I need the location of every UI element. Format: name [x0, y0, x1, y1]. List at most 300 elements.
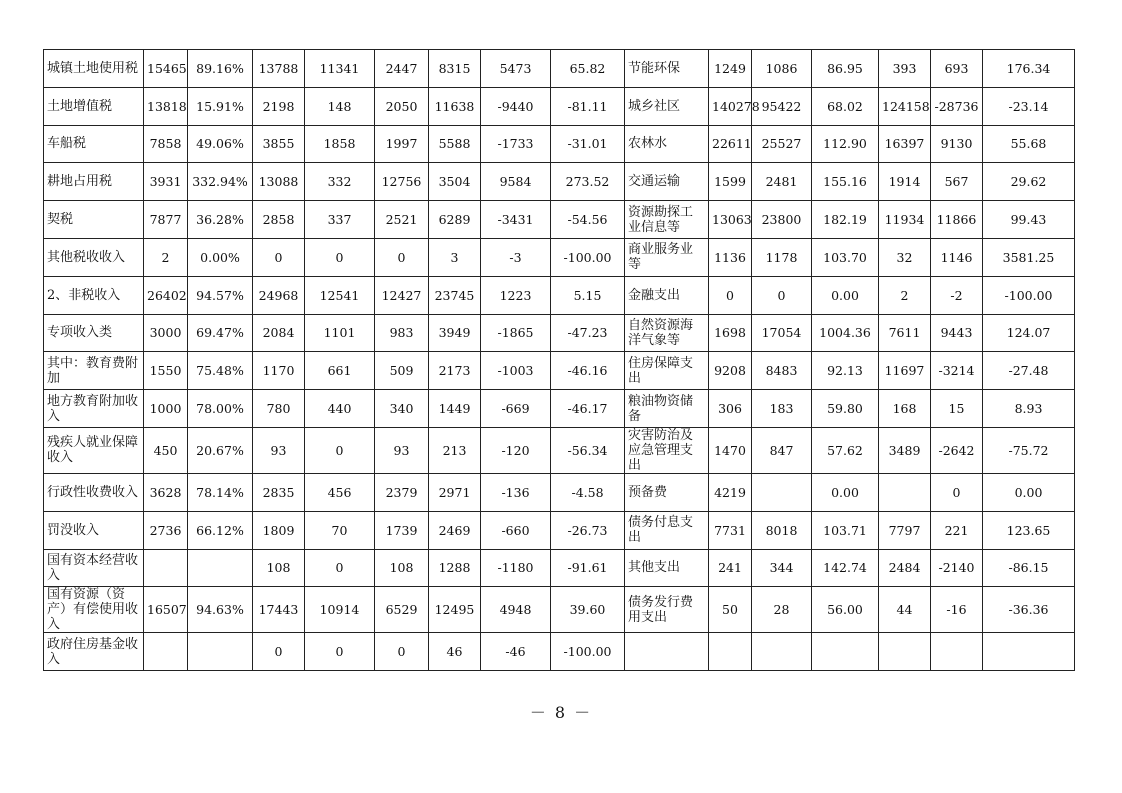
page-number: － 8 －: [529, 703, 593, 722]
revenue-value-cell: 661: [305, 352, 375, 390]
expenditure-value-cell: 1086: [752, 50, 812, 88]
expenditure-value-cell: -2642: [931, 427, 983, 473]
expenditure-value-cell: 8018: [752, 511, 812, 549]
label-text: 其他税收收入: [47, 249, 126, 265]
revenue-value-cell: -81.11: [551, 87, 625, 125]
expenditure-value-cell: -86.15: [983, 549, 1075, 587]
expenditure-item-label: [625, 201, 709, 239]
revenue-item-label: [44, 473, 144, 511]
revenue-value-cell: 3949: [429, 314, 481, 352]
label-text: 残疾人就业保障收入: [47, 435, 139, 466]
revenue-value-cell: 2469: [429, 511, 481, 549]
expenditure-value-cell: [812, 633, 879, 671]
expenditure-value-cell: 168: [879, 390, 931, 428]
table-row: [44, 473, 1075, 511]
expenditure-value-cell: 15: [931, 390, 983, 428]
revenue-value-cell: 1000: [144, 390, 188, 428]
revenue-value-cell: 0: [253, 238, 305, 276]
table-row: [44, 50, 1075, 88]
revenue-value-cell: 5588: [429, 125, 481, 163]
revenue-value-cell: -46: [481, 633, 551, 671]
revenue-value-cell: 2050: [375, 87, 429, 125]
revenue-value-cell: 0: [305, 549, 375, 587]
label-text: 商业服务业等: [628, 242, 694, 273]
label-text: 其他支出: [628, 560, 681, 576]
expenditure-value-cell: 0.00: [983, 473, 1075, 511]
revenue-value-cell: 13788: [253, 50, 305, 88]
expenditure-value-cell: 23800: [752, 201, 812, 239]
expenditure-value-cell: 3581.25: [983, 238, 1075, 276]
expenditure-value-cell: -100.00: [983, 276, 1075, 314]
revenue-value-cell: [144, 633, 188, 671]
revenue-item-label: [44, 125, 144, 163]
expenditure-value-cell: 183: [752, 390, 812, 428]
revenue-value-cell: 69.47%: [188, 314, 253, 352]
revenue-value-cell: 340: [375, 390, 429, 428]
revenue-value-cell: 2971: [429, 473, 481, 511]
revenue-value-cell: [188, 633, 253, 671]
revenue-value-cell: 332: [305, 163, 375, 201]
revenue-item-label: [44, 549, 144, 587]
revenue-value-cell: 1550: [144, 352, 188, 390]
revenue-value-cell: 1809: [253, 511, 305, 549]
label-text: 其中：教育费附加: [47, 355, 139, 386]
expenditure-value-cell: 142.74: [812, 549, 879, 587]
revenue-value-cell: -31.01: [551, 125, 625, 163]
revenue-value-cell: 93: [253, 427, 305, 473]
revenue-value-cell: 26402: [144, 276, 188, 314]
revenue-value-cell: 2736: [144, 511, 188, 549]
revenue-value-cell: 2447: [375, 50, 429, 88]
revenue-value-cell: 3: [429, 238, 481, 276]
revenue-value-cell: 0: [305, 238, 375, 276]
expenditure-value-cell: 86.95: [812, 50, 879, 88]
expenditure-value-cell: 16397: [879, 125, 931, 163]
table-row: [44, 587, 1075, 633]
label-text: 耕地占用税: [47, 174, 113, 190]
expenditure-value-cell: 9443: [931, 314, 983, 352]
expenditure-item-label: [625, 314, 709, 352]
expenditure-value-cell: 112.90: [812, 125, 879, 163]
expenditure-item-label: [625, 511, 709, 549]
revenue-value-cell: 7877: [144, 201, 188, 239]
expenditure-item-label: [625, 549, 709, 587]
revenue-value-cell: 94.57%: [188, 276, 253, 314]
expenditure-value-cell: [931, 633, 983, 671]
revenue-value-cell: 509: [375, 352, 429, 390]
revenue-value-cell: 213: [429, 427, 481, 473]
revenue-value-cell: 2084: [253, 314, 305, 352]
expenditure-value-cell: -3214: [931, 352, 983, 390]
revenue-value-cell: -9440: [481, 87, 551, 125]
revenue-value-cell: 5.15: [551, 276, 625, 314]
expenditure-value-cell: [879, 473, 931, 511]
revenue-value-cell: -1865: [481, 314, 551, 352]
label-text: 债务发行费用支出: [628, 594, 694, 625]
revenue-value-cell: 108: [253, 549, 305, 587]
label-text: 国有资源（资产）有偿使用收入: [47, 587, 139, 633]
revenue-value-cell: -47.23: [551, 314, 625, 352]
expenditure-value-cell: 393: [879, 50, 931, 88]
revenue-value-cell: -100.00: [551, 238, 625, 276]
expenditure-value-cell: -23.14: [983, 87, 1075, 125]
revenue-value-cell: 0: [375, 633, 429, 671]
revenue-value-cell: 3855: [253, 125, 305, 163]
revenue-value-cell: 78.00%: [188, 390, 253, 428]
revenue-value-cell: 3504: [429, 163, 481, 201]
expenditure-value-cell: 2: [879, 276, 931, 314]
revenue-value-cell: -91.61: [551, 549, 625, 587]
expenditure-value-cell: 11866: [931, 201, 983, 239]
expenditure-value-cell: 344: [752, 549, 812, 587]
expenditure-value-cell: 95422: [752, 87, 812, 125]
expenditure-value-cell: 124158: [879, 87, 931, 125]
expenditure-value-cell: 9208: [709, 352, 752, 390]
expenditure-value-cell: 11697: [879, 352, 931, 390]
expenditure-value-cell: 56.00: [812, 587, 879, 633]
expenditure-value-cell: 28: [752, 587, 812, 633]
revenue-value-cell: 3628: [144, 473, 188, 511]
expenditure-value-cell: 7731: [709, 511, 752, 549]
label-text: 行政性收费收入: [47, 484, 139, 500]
label-text: 政府住房基金收入: [47, 636, 139, 667]
table-row: [44, 125, 1075, 163]
expenditure-item-label: [625, 427, 709, 473]
expenditure-item-label: [625, 390, 709, 428]
expenditure-value-cell: 103.71: [812, 511, 879, 549]
expenditure-value-cell: 1004.36: [812, 314, 879, 352]
revenue-value-cell: 3000: [144, 314, 188, 352]
revenue-value-cell: 39.60: [551, 587, 625, 633]
revenue-value-cell: 983: [375, 314, 429, 352]
expenditure-value-cell: 1178: [752, 238, 812, 276]
revenue-value-cell: 16507: [144, 587, 188, 633]
expenditure-item-label: [625, 587, 709, 633]
expenditure-value-cell: 44: [879, 587, 931, 633]
expenditure-value-cell: 567: [931, 163, 983, 201]
table-row: [44, 314, 1075, 352]
label-text: 契税: [47, 212, 74, 228]
revenue-value-cell: -100.00: [551, 633, 625, 671]
expenditure-value-cell: 17054: [752, 314, 812, 352]
revenue-value-cell: -1733: [481, 125, 551, 163]
revenue-value-cell: 11638: [429, 87, 481, 125]
revenue-item-label: [44, 50, 144, 88]
label-text: 土地增值税: [47, 98, 113, 114]
revenue-value-cell: 0: [305, 633, 375, 671]
expenditure-item-label: [625, 633, 709, 671]
label-text: 金融支出: [628, 287, 681, 303]
revenue-value-cell: 94.63%: [188, 587, 253, 633]
revenue-item-label: [44, 633, 144, 671]
expenditure-item-label: [625, 163, 709, 201]
expenditure-value-cell: 241: [709, 549, 752, 587]
label-text: 自然资源海洋气象等: [628, 317, 694, 348]
expenditure-item-label: [625, 50, 709, 88]
expenditure-value-cell: 92.13: [812, 352, 879, 390]
revenue-value-cell: 3931: [144, 163, 188, 201]
expenditure-value-cell: -27.48: [983, 352, 1075, 390]
expenditure-item-label: [625, 238, 709, 276]
label-text: 交通运输: [628, 174, 681, 190]
expenditure-value-cell: 847: [752, 427, 812, 473]
table-row: [44, 87, 1075, 125]
revenue-item-label: [44, 314, 144, 352]
revenue-value-cell: 2521: [375, 201, 429, 239]
label-text: 国有资本经营收入: [47, 552, 139, 583]
revenue-value-cell: 12427: [375, 276, 429, 314]
revenue-value-cell: 440: [305, 390, 375, 428]
revenue-value-cell: 7858: [144, 125, 188, 163]
expenditure-value-cell: 0.00: [812, 473, 879, 511]
expenditure-item-label: [625, 352, 709, 390]
expenditure-value-cell: [879, 633, 931, 671]
revenue-value-cell: 5473: [481, 50, 551, 88]
label-text: 2、非税收入: [47, 287, 121, 303]
label-text: 农林水: [628, 136, 668, 152]
expenditure-value-cell: 50: [709, 587, 752, 633]
label-text: 节能环保: [628, 60, 681, 76]
revenue-value-cell: 1101: [305, 314, 375, 352]
revenue-value-cell: [144, 549, 188, 587]
revenue-value-cell: 2: [144, 238, 188, 276]
revenue-item-label: [44, 511, 144, 549]
revenue-value-cell: 1170: [253, 352, 305, 390]
revenue-value-cell: 148: [305, 87, 375, 125]
expenditure-value-cell: 99.43: [983, 201, 1075, 239]
revenue-value-cell: -3431: [481, 201, 551, 239]
expenditure-item-label: [625, 125, 709, 163]
revenue-value-cell: -3: [481, 238, 551, 276]
expenditure-value-cell: 8.93: [983, 390, 1075, 428]
revenue-value-cell: 8315: [429, 50, 481, 88]
expenditure-value-cell: 103.70: [812, 238, 879, 276]
label-text: 资源勘探工业信息等: [628, 204, 694, 235]
revenue-value-cell: 450: [144, 427, 188, 473]
revenue-value-cell: [188, 549, 253, 587]
revenue-value-cell: 1858: [305, 125, 375, 163]
revenue-value-cell: 9584: [481, 163, 551, 201]
label-text: 地方教育附加收入: [47, 393, 139, 424]
expenditure-value-cell: 306: [709, 390, 752, 428]
revenue-value-cell: 0: [253, 633, 305, 671]
expenditure-value-cell: 1146: [931, 238, 983, 276]
revenue-value-cell: 17443: [253, 587, 305, 633]
revenue-value-cell: 15.91%: [188, 87, 253, 125]
revenue-value-cell: 13818: [144, 87, 188, 125]
revenue-value-cell: 12541: [305, 276, 375, 314]
expenditure-value-cell: 7797: [879, 511, 931, 549]
expenditure-value-cell: 1470: [709, 427, 752, 473]
revenue-value-cell: 2173: [429, 352, 481, 390]
revenue-value-cell: 1739: [375, 511, 429, 549]
revenue-value-cell: 24968: [253, 276, 305, 314]
expenditure-value-cell: 4219: [709, 473, 752, 511]
revenue-value-cell: -1003: [481, 352, 551, 390]
expenditure-value-cell: 0: [752, 276, 812, 314]
label-text: 城镇土地使用税: [47, 60, 139, 76]
expenditure-value-cell: 221: [931, 511, 983, 549]
revenue-item-label: [44, 238, 144, 276]
table-row: [44, 633, 1075, 671]
expenditure-value-cell: 13063: [709, 201, 752, 239]
expenditure-value-cell: 123.65: [983, 511, 1075, 549]
expenditure-value-cell: -36.36: [983, 587, 1075, 633]
revenue-value-cell: 23745: [429, 276, 481, 314]
expenditure-value-cell: 0: [709, 276, 752, 314]
revenue-value-cell: 332.94%: [188, 163, 253, 201]
expenditure-value-cell: -16: [931, 587, 983, 633]
expenditure-value-cell: 1136: [709, 238, 752, 276]
table-row: [44, 201, 1075, 239]
revenue-value-cell: 75.48%: [188, 352, 253, 390]
revenue-value-cell: 89.16%: [188, 50, 253, 88]
revenue-value-cell: 11341: [305, 50, 375, 88]
revenue-item-label: [44, 352, 144, 390]
revenue-value-cell: 20.67%: [188, 427, 253, 473]
table-row: [44, 276, 1075, 314]
revenue-value-cell: 4948: [481, 587, 551, 633]
revenue-value-cell: 273.52: [551, 163, 625, 201]
revenue-value-cell: 1449: [429, 390, 481, 428]
revenue-value-cell: 1223: [481, 276, 551, 314]
revenue-value-cell: -46.17: [551, 390, 625, 428]
table-row: [44, 163, 1075, 201]
revenue-value-cell: 780: [253, 390, 305, 428]
expenditure-value-cell: 155.16: [812, 163, 879, 201]
expenditure-value-cell: 1599: [709, 163, 752, 201]
revenue-value-cell: 12756: [375, 163, 429, 201]
revenue-value-cell: -26.73: [551, 511, 625, 549]
revenue-value-cell: 13088: [253, 163, 305, 201]
revenue-value-cell: -46.16: [551, 352, 625, 390]
expenditure-value-cell: 55.68: [983, 125, 1075, 163]
label-text: 专项收入类: [47, 325, 113, 341]
revenue-value-cell: 1288: [429, 549, 481, 587]
expenditure-value-cell: 59.80: [812, 390, 879, 428]
expenditure-value-cell: 182.19: [812, 201, 879, 239]
revenue-value-cell: 0: [305, 427, 375, 473]
expenditure-value-cell: 57.62: [812, 427, 879, 473]
expenditure-value-cell: 1698: [709, 314, 752, 352]
expenditure-item-label: [625, 473, 709, 511]
table-row: [44, 511, 1075, 549]
label-text: 城乡社区: [628, 98, 681, 114]
expenditure-value-cell: 2484: [879, 549, 931, 587]
expenditure-value-cell: [752, 633, 812, 671]
label-text: 罚没收入: [47, 522, 100, 538]
revenue-value-cell: -4.58: [551, 473, 625, 511]
expenditure-value-cell: [983, 633, 1075, 671]
expenditure-value-cell: 1914: [879, 163, 931, 201]
revenue-value-cell: 10914: [305, 587, 375, 633]
expenditure-item-label: [625, 276, 709, 314]
revenue-value-cell: 108: [375, 549, 429, 587]
revenue-value-cell: 0.00%: [188, 238, 253, 276]
expenditure-value-cell: 9130: [931, 125, 983, 163]
revenue-value-cell: 36.28%: [188, 201, 253, 239]
revenue-value-cell: 2198: [253, 87, 305, 125]
label-text: 灾害防治及应急管理支出: [628, 427, 694, 473]
expenditure-value-cell: 2481: [752, 163, 812, 201]
expenditure-value-cell: 140278: [709, 87, 752, 125]
expenditure-value-cell: 176.34: [983, 50, 1075, 88]
expenditure-value-cell: 68.02: [812, 87, 879, 125]
revenue-value-cell: 49.06%: [188, 125, 253, 163]
revenue-value-cell: 2858: [253, 201, 305, 239]
label-text: 住房保障支出: [628, 355, 694, 386]
expenditure-value-cell: -75.72: [983, 427, 1075, 473]
table-row: [44, 352, 1075, 390]
expenditure-value-cell: 8483: [752, 352, 812, 390]
revenue-value-cell: 66.12%: [188, 511, 253, 549]
expenditure-value-cell: 29.62: [983, 163, 1075, 201]
expenditure-value-cell: [709, 633, 752, 671]
revenue-item-label: [44, 587, 144, 633]
expenditure-value-cell: 3489: [879, 427, 931, 473]
label-text: 车船税: [47, 136, 87, 152]
expenditure-value-cell: 0.00: [812, 276, 879, 314]
revenue-value-cell: 2379: [375, 473, 429, 511]
expenditure-value-cell: -2140: [931, 549, 983, 587]
expenditure-value-cell: -2: [931, 276, 983, 314]
revenue-value-cell: -54.56: [551, 201, 625, 239]
revenue-item-label: [44, 276, 144, 314]
table-row: [44, 549, 1075, 587]
label-text: 债务付息支出: [628, 515, 694, 546]
expenditure-value-cell: 25527: [752, 125, 812, 163]
revenue-value-cell: 15465: [144, 50, 188, 88]
revenue-value-cell: 337: [305, 201, 375, 239]
expenditure-value-cell: [752, 473, 812, 511]
revenue-value-cell: 6289: [429, 201, 481, 239]
revenue-item-label: [44, 427, 144, 473]
revenue-item-label: [44, 201, 144, 239]
label-text: 预备费: [628, 484, 668, 500]
revenue-value-cell: 93: [375, 427, 429, 473]
revenue-value-cell: 0: [375, 238, 429, 276]
revenue-value-cell: 70: [305, 511, 375, 549]
expenditure-value-cell: 32: [879, 238, 931, 276]
revenue-value-cell: 1997: [375, 125, 429, 163]
revenue-value-cell: -56.34: [551, 427, 625, 473]
expenditure-value-cell: 22611: [709, 125, 752, 163]
expenditure-item-label: [625, 87, 709, 125]
table-row: [44, 238, 1075, 276]
expenditure-value-cell: 1249: [709, 50, 752, 88]
revenue-value-cell: 46: [429, 633, 481, 671]
expenditure-value-cell: 0: [931, 473, 983, 511]
revenue-value-cell: 12495: [429, 587, 481, 633]
expenditure-value-cell: 124.07: [983, 314, 1075, 352]
revenue-value-cell: -660: [481, 511, 551, 549]
revenue-item-label: [44, 87, 144, 125]
expenditure-value-cell: 11934: [879, 201, 931, 239]
expenditure-value-cell: 693: [931, 50, 983, 88]
expenditure-value-cell: 7611: [879, 314, 931, 352]
fiscal-table: [43, 49, 1075, 671]
revenue-value-cell: -136: [481, 473, 551, 511]
revenue-value-cell: 6529: [375, 587, 429, 633]
revenue-value-cell: 78.14%: [188, 473, 253, 511]
revenue-item-label: [44, 390, 144, 428]
revenue-value-cell: 456: [305, 473, 375, 511]
revenue-value-cell: -669: [481, 390, 551, 428]
table-row: [44, 427, 1075, 473]
revenue-value-cell: -120: [481, 427, 551, 473]
revenue-value-cell: -1180: [481, 549, 551, 587]
revenue-value-cell: 65.82: [551, 50, 625, 88]
